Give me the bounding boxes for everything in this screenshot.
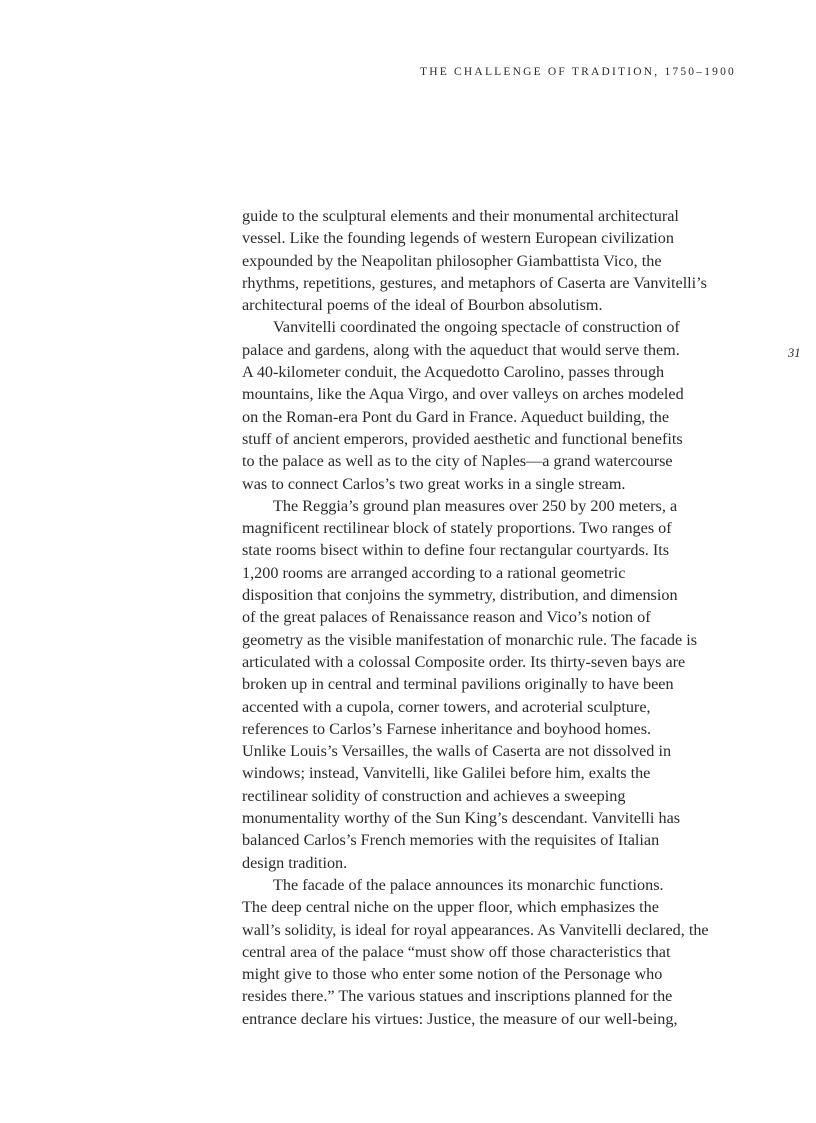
text-line: guide to the sculptural elements and their monumental architectural [242,207,679,225]
text-line: A 40-kilometer conduit, the Acquedotto Carolino, passes through [242,363,665,382]
text-line: mountains, like the Aqua Virgo, and over valleys on arches modeled [242,385,684,404]
text-line: central area of the palace “must show off those characteristics that [242,942,671,961]
text-line: on the Roman-era Pont du Gard in France. Aqueduct building, the [242,407,670,426]
text-line: disposition that conjoins the symmetry, distribution, and dimension [242,586,678,605]
text-line: palace and gardens, along with the aqueduct that would serve them. [242,340,680,359]
text-line: Unlike Louis’s Versailles, the walls of Caserta are not dissolved in [242,742,672,761]
text-line: vessel. Like the founding legends of western European civilization [242,229,674,248]
text-line: 1,200 rooms are arranged according to a rational geometric [242,563,626,582]
text-line: The Reggia’s ground plan measures over 250 by 200 meters, a [273,496,678,515]
text-line: geometry as the visible manifestation of monarchic rule. The facade is [242,630,698,649]
text-line: expounded by the Neapolitan philosopher Giambattista Vico, the [242,251,662,270]
text-line: was to connect Carlos’s two great works in a single stream. [242,474,626,493]
text-line: architectural poems of the ideal of Bourbon absolutism. [242,296,603,315]
text-line: references to Carlos’s Farnese inheritance and boyhood homes. [242,719,652,738]
text-line: rhythms, repetitions, gestures, and metaphors of Caserta are Vanvitelli’s [242,273,707,292]
text-line: broken up in central and terminal pavilions originally to have been [242,675,674,694]
body-text [242,205,742,1030]
text-line: stuff of ancient emperors, provided aesthetic and functional benefits [242,429,683,448]
page-number: 31 [788,346,801,360]
text-line: monumentality worthy of the Sun King’s descendant. Vanvitelli has [242,809,681,828]
text-line: accented with a cupola, corner towers, and acroterial sculpture, [242,697,651,716]
text-line: of the great palaces of Renaissance reason and Vico’s notion of [242,608,651,627]
text-line: magnificent rectilinear block of stately proportions. Two ranges of [242,519,672,538]
text-line: state rooms bisect within to define four rectangular courtyards. Its [242,541,670,560]
text-line: windows; instead, Vanvitelli, like Galilei before him, exalts the [242,764,651,783]
text-line: might give to those who enter some notion of the Personage who [242,965,663,984]
text-line: resides there.” The various statues and inscriptions planned for the [242,987,673,1006]
text-line: articulated with a colossal Composite order. Its thirty-seven bays are [242,652,686,671]
text-line: entrance declare his virtues: Justice, the measure of our well-being, [242,1009,678,1028]
text-line: balanced Carlos’s French memories with the requisites of Italian [242,831,660,850]
text-line: The deep central niche on the upper floor, which emphasizes the [242,898,659,917]
text-line: wall’s solidity, is ideal for royal appearances. As Vanvitelli declared, the [242,920,709,939]
text-line: Vanvitelli coordinated the ongoing spectacle of construction of [273,318,680,337]
text-line: rectilinear solidity of construction and achieves a sweeping [242,786,626,805]
text-line: The facade of the palace announces its monarchic functions. [273,875,664,894]
text-line: to the palace as well as to the city of Naples—a grand watercourse [242,452,673,471]
text-line: design tradition. [242,853,348,872]
running-head: THE CHALLENGE OF TRADITION, 1750–1900 [420,66,736,78]
